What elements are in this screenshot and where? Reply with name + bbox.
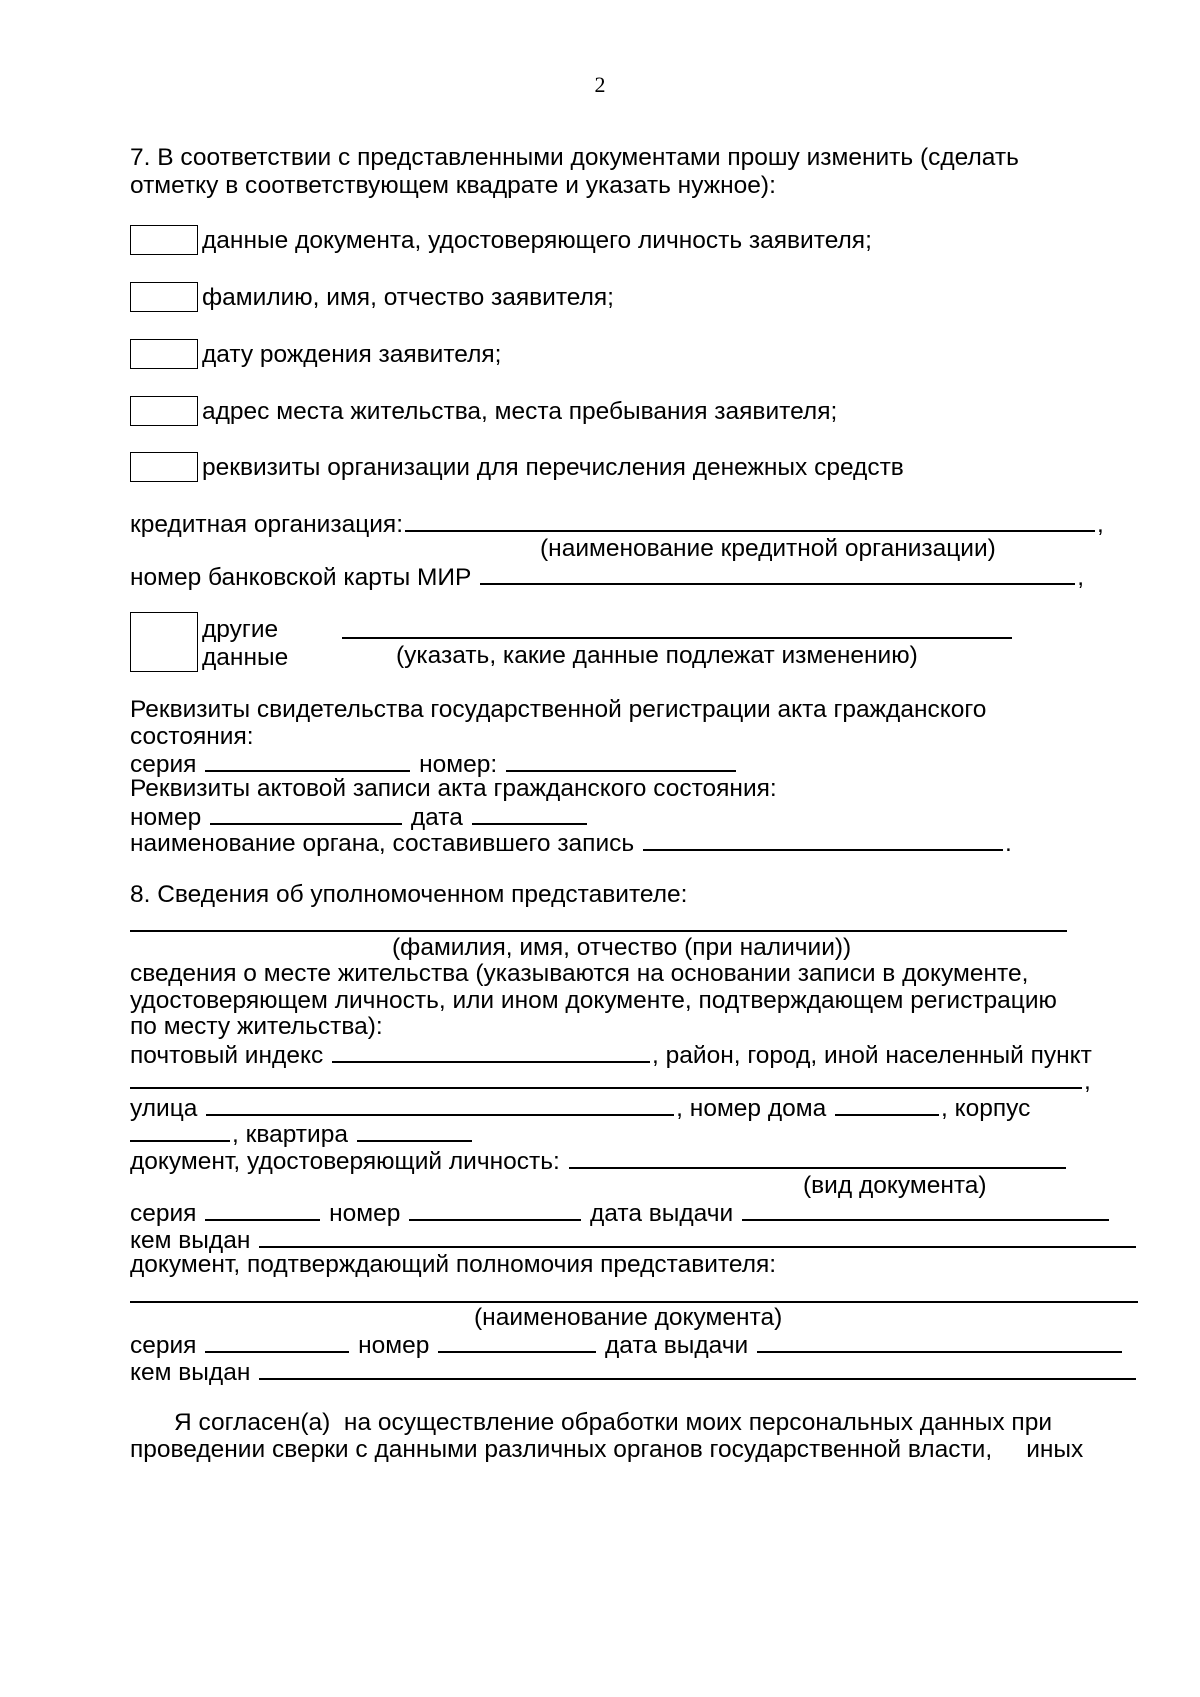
cert-series-label: серия <box>130 751 197 778</box>
authority-field[interactable] <box>643 827 1003 851</box>
id-doc-field[interactable] <box>569 1145 1066 1169</box>
consent-line1: Я согласен(а) на осуществление обработки моих персональных данных при <box>174 1409 1053 1436</box>
auth-number-field[interactable] <box>438 1329 596 1353</box>
consent-line2: проведении сверки с данными различных органов государственной власти, иных <box>130 1436 1084 1463</box>
authority-doc-label: документ, подтверждающий полномочия представителя: <box>130 1251 777 1278</box>
checkbox-bank-details[interactable] <box>130 452 198 482</box>
credit-org-field[interactable] <box>405 508 1095 532</box>
option-birth-date-label: дату рождения заявителя; <box>202 341 502 368</box>
postal-code-field[interactable] <box>332 1039 650 1063</box>
id-number-field[interactable] <box>409 1197 581 1221</box>
building-label: , корпус <box>941 1095 1031 1122</box>
id-issue-date-label: дата выдачи <box>589 1200 734 1227</box>
house-field[interactable] <box>835 1092 939 1116</box>
checkbox-full-name[interactable] <box>130 282 198 312</box>
cert-number-field[interactable] <box>506 748 736 772</box>
checkbox-address[interactable] <box>130 396 198 426</box>
card-number-field[interactable] <box>480 561 1075 585</box>
auth-issued-by-row <box>130 1356 1138 1387</box>
fio-hint: (фамилия, имя, отчество (при наличии)) <box>392 934 852 961</box>
credit-org-label: кредитная организация: <box>130 511 404 538</box>
section7-intro-line2: отметку в соответствующем квадрате и указать нужное): <box>130 172 776 199</box>
authority-row: наименование органа, составившего запись . <box>130 827 1012 858</box>
id-issue-date-field[interactable] <box>742 1197 1109 1221</box>
id-issued-by-field[interactable] <box>259 1224 1136 1248</box>
credit-org-hint: (наименование кредитной организации) <box>540 535 996 562</box>
other-data-field[interactable] <box>342 637 1012 639</box>
locality-row: , <box>130 1065 1091 1096</box>
doc-type-hint: (вид документа) <box>803 1172 987 1199</box>
act-record-label: Реквизиты актовой записи акта гражданского состояния: <box>130 775 777 802</box>
representative-fio-field[interactable] <box>130 930 1067 932</box>
card-row: номер банковской карты МИР , <box>130 561 1084 592</box>
postal-label: почтовый индекс <box>130 1042 324 1069</box>
street-label: улица <box>130 1095 198 1122</box>
cert-number-label: номер: <box>419 751 498 778</box>
auth-issue-date-label: дата выдачи <box>604 1332 749 1359</box>
act-date-field[interactable] <box>472 801 587 825</box>
building-field[interactable] <box>130 1118 230 1142</box>
residence-line2: удостоверяющем личность, или ином документе, подтверждающем регистрацию <box>130 987 1057 1014</box>
auth-issued-by-label: кем выдан <box>130 1359 251 1386</box>
doc-name-hint: (наименование документа) <box>474 1304 783 1331</box>
other-data-hint: (указать, какие данные подлежат изменению) <box>396 642 918 669</box>
auth-issue-date-field[interactable] <box>757 1329 1122 1353</box>
id-series-field[interactable] <box>205 1197 320 1221</box>
auth-issued-by-field[interactable] <box>259 1356 1136 1380</box>
id-doc-label: документ, удостоверяющий личность: <box>130 1148 560 1175</box>
checkbox-id-document[interactable] <box>130 225 198 255</box>
credit-org-row: кредитная организация: , <box>130 508 1104 539</box>
option-id-document-label: данные документа, удостоверяющего личность заявителя; <box>202 227 872 254</box>
residence-line3: по месту жительства): <box>130 1013 383 1040</box>
locality-label: , район, город, иной населенный пункт <box>652 1042 1092 1069</box>
other-label-1: другие <box>202 616 279 643</box>
house-label: , номер дома <box>676 1095 827 1122</box>
id-number-label: номер <box>329 1200 401 1227</box>
option-full-name-label: фамилию, имя, отчество заявителя; <box>202 284 614 311</box>
auth-series-field[interactable] <box>205 1329 349 1353</box>
cert-series-field[interactable] <box>205 748 410 772</box>
auth-series-label: серия <box>130 1332 197 1359</box>
residence-line1: сведения о месте жительства (указываются на основании записи в документе, <box>130 960 1029 987</box>
checkbox-other-data[interactable] <box>130 612 198 672</box>
card-label: номер банковской карты МИР <box>130 564 472 591</box>
section7-intro-line1: 7. В соответствии с представленными документами прошу изменить (сделать <box>130 144 1019 171</box>
section8-title: 8. Сведения об уполномоченном представителе: <box>130 881 688 908</box>
cert-line1: Реквизиты свидетельства государственной регистрации акта гражданского <box>130 696 987 723</box>
street-field[interactable] <box>206 1092 674 1116</box>
id-issued-by-label: кем выдан <box>130 1227 251 1254</box>
auth-number-label: номер <box>358 1332 430 1359</box>
apartment-field[interactable] <box>357 1118 472 1142</box>
checkbox-birth-date[interactable] <box>130 339 198 369</box>
cert-line2: состояния: <box>130 723 254 750</box>
act-date-label: дата <box>410 804 463 831</box>
act-number-field[interactable] <box>210 801 402 825</box>
apartment-label: , квартира <box>232 1121 348 1148</box>
page-number: 2 <box>594 72 606 97</box>
option-address-label: адрес места жительства, места пребывания заявителя; <box>202 398 838 425</box>
locality-field[interactable] <box>130 1065 1082 1089</box>
other-label-2: данные <box>202 644 289 671</box>
authority-label: наименование органа, составившего запись <box>130 830 635 857</box>
act-number-label: номер <box>130 804 202 831</box>
option-bank-details-label: реквизиты организации для перечисления денежных средств <box>202 454 904 481</box>
id-series-label: серия <box>130 1200 197 1227</box>
